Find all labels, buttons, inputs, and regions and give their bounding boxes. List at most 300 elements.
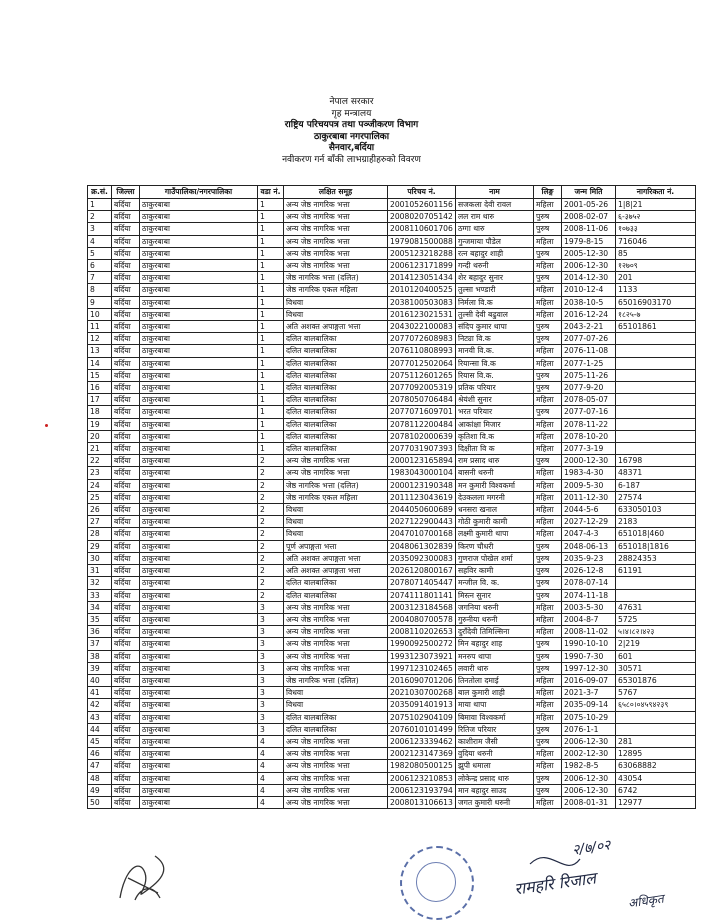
table-cell: बर्दिया (112, 284, 140, 296)
table-cell: 2035091401913 (388, 699, 456, 711)
table-cell: ठाकुरबाबा (140, 577, 258, 589)
table-cell: बर्दिया (112, 687, 140, 699)
table-row (88, 699, 696, 711)
table-cell: मिस्त्न सुनार (456, 589, 534, 601)
table-cell: 2076-1-1 (562, 723, 616, 735)
table-cell: प्रतिक परियार (456, 382, 534, 394)
table-cell: 3 (258, 723, 284, 735)
table-cell: 2077-1-25 (562, 357, 616, 369)
table-cell: अन्य जेष्ठ नागरिक भत्ता (284, 223, 388, 235)
table-cell: 2074-11-18 (562, 589, 616, 601)
table-cell: 4 (258, 796, 284, 808)
table-cell: 3 (258, 638, 284, 650)
table-cell: रत्न बहादुर शाही (456, 247, 534, 259)
table-cell: 2078050706484 (388, 394, 456, 406)
table-cell: विधवा (284, 528, 388, 540)
table-cell: 2048-06-13 (562, 540, 616, 552)
table-cell: जगत कुमारी थरुनी (456, 796, 534, 808)
table-cell: 1983-4-30 (562, 467, 616, 479)
table-row (88, 369, 696, 381)
table-cell: 2006123339462 (388, 735, 456, 747)
table-cell: बर्दिया (112, 504, 140, 516)
table-cell: बर्दिया (112, 491, 140, 503)
table-cell: 1 (258, 284, 284, 296)
table-cell: 1 (258, 443, 284, 455)
table-cell: 1 (258, 394, 284, 406)
table-cell: 2014123051434 (388, 272, 456, 284)
table-cell: विधवा (284, 504, 388, 516)
table-cell: झुपी धमाला (456, 760, 534, 772)
table-row (88, 479, 696, 491)
table-cell: रियान्सा वि.क (456, 357, 534, 369)
table-cell: बर्दिया (112, 455, 140, 467)
column-header: गाउँपालिका/नगरपालिका (140, 186, 258, 199)
table-cell: दलित बालबालिका (284, 723, 388, 735)
table-header-row (88, 186, 696, 199)
table-cell: बर्दिया (112, 296, 140, 308)
table-cell: जगनिया थरुनी (456, 601, 534, 613)
table-cell: 2074111801141 (388, 589, 456, 601)
table-cell: विधवा (284, 687, 388, 699)
table-cell: ठाकुरबाबा (140, 345, 258, 357)
table-cell: गुणराज पोखेल शर्मा (456, 552, 534, 564)
table-row (88, 235, 696, 247)
table-cell: 2035-9-23 (562, 552, 616, 564)
table-cell: दलित बालबालिका (284, 369, 388, 381)
table-cell: पुरुष (534, 662, 562, 674)
table-cell: तुल्सी देवी बढुवाल (456, 308, 534, 320)
table-cell: बर्दिया (112, 796, 140, 808)
table-cell: 281 (616, 735, 696, 747)
table-cell: महिला (534, 199, 562, 211)
table-row (88, 272, 696, 284)
header-department: राष्ट्रिय परिचयपत्र तथा पञ्जीकरण विभाग (284, 120, 419, 131)
table-cell: ठाकुरबाबा (140, 235, 258, 247)
table-row (88, 650, 696, 662)
table-cell: बर्दिया (112, 235, 140, 247)
table-cell: 2008-02-07 (562, 211, 616, 223)
table-cell: 1990-10-10 (562, 638, 616, 650)
table-cell: ठाकुरबाबा (140, 394, 258, 406)
header-municipality: ठाकुरबाबा नगरपालिका (313, 131, 390, 142)
table-cell (616, 369, 696, 381)
table-cell: बर्दिया (112, 650, 140, 662)
table-cell: ठाकुरबाबा (140, 565, 258, 577)
table-cell: 1 (88, 199, 112, 211)
table-cell: 2008020705142 (388, 211, 456, 223)
table-cell: 31 (88, 565, 112, 577)
table-cell: बर्दिया (112, 333, 140, 345)
table-cell: पूर्ण अपाङ्गता भत्ता (284, 540, 388, 552)
table-cell: महिला (534, 528, 562, 540)
table-cell: ठाकुरबाबा (140, 723, 258, 735)
table-cell: 2077012502064 (388, 357, 456, 369)
table-cell: ठाकुरबाबा (140, 333, 258, 345)
table-cell: 5767 (616, 687, 696, 699)
table-cell: बर्दिया (112, 577, 140, 589)
table-cell: पुरुष (534, 650, 562, 662)
table-cell: 2021030700268 (388, 687, 456, 699)
table-cell: 1 (258, 211, 284, 223)
table-cell: 3 (88, 223, 112, 235)
table-cell: 2 (258, 504, 284, 516)
table-row (88, 552, 696, 564)
table-cell: दलित बालबालिका (284, 418, 388, 430)
table-cell: 2006123210853 (388, 772, 456, 784)
table-cell: 24 (88, 479, 112, 491)
table-cell: 2076010101499 (388, 723, 456, 735)
column-header: नागरिकता नं. (616, 186, 696, 199)
table-cell: 47 (88, 760, 112, 772)
header-ministry: गृह मन्त्रालय (331, 108, 372, 119)
table-row (88, 626, 696, 638)
table-cell: 2004-8-7 (562, 613, 616, 625)
table-cell: वुदिया थरुनी (456, 748, 534, 760)
table-cell: 2026-12-8 (562, 565, 616, 577)
table-cell: ठाकुरबाबा (140, 260, 258, 272)
table-cell: 2000123165894 (388, 455, 456, 467)
table-cell: काशीराम जैसी (456, 735, 534, 747)
table-row (88, 491, 696, 503)
table-cell: बर्दिया (112, 601, 140, 613)
table-row (88, 516, 696, 528)
table-cell: 42 (88, 699, 112, 711)
table-cell: 6-187 (616, 479, 696, 491)
table-cell: महिला (534, 674, 562, 686)
table-cell: 2016-12-24 (562, 308, 616, 320)
table-cell: महिला (534, 626, 562, 638)
table-cell: 2183 (616, 516, 696, 528)
table-cell: 40 (88, 674, 112, 686)
table-cell: अन्य जेष्ठ नागरिक भत्ता (284, 784, 388, 796)
table-cell: 1990-7-30 (562, 650, 616, 662)
table-cell: 65016903170 (616, 296, 696, 308)
table-cell: 2004080700578 (388, 613, 456, 625)
table-cell: 2001052601156 (388, 199, 456, 211)
table-cell: 2078-05-07 (562, 394, 616, 406)
table-cell: 6742 (616, 784, 696, 796)
table-cell: बर्दिया (112, 430, 140, 442)
table-cell: 2000123190348 (388, 479, 456, 491)
table-cell: ठाकुरबाबा (140, 796, 258, 808)
table-row (88, 406, 696, 418)
table-cell: 14 (88, 357, 112, 369)
table-cell: 18 (88, 406, 112, 418)
table-cell: पुरुष (534, 333, 562, 345)
table-cell: ठाकुरबाबा (140, 613, 258, 625)
table-row (88, 467, 696, 479)
table-cell: ठाकुरबाबा (140, 443, 258, 455)
table-cell: 11 (88, 321, 112, 333)
table-cell: 12 (88, 333, 112, 345)
header-address: सैनवार,बर्दिया (328, 143, 375, 154)
table-cell: बर्दिया (112, 394, 140, 406)
table-cell: 43 (88, 711, 112, 723)
table-cell: 25 (88, 491, 112, 503)
table-cell: बर्दिया (112, 199, 140, 211)
right-signature-block (510, 834, 700, 910)
table-cell: 26 (88, 504, 112, 516)
table-cell: पुरुष (534, 540, 562, 552)
table-cell: 44 (88, 723, 112, 735)
column-header: क्र.सं. (88, 186, 112, 199)
table-cell: 63068882 (616, 760, 696, 772)
table-cell: कृतिशा वि.क (456, 430, 534, 442)
table-cell: 1979-8-15 (562, 235, 616, 247)
table-cell: अति अशक्त अपाङ्गता भत्ता (284, 552, 388, 564)
table-cell: 5725 (616, 613, 696, 625)
header-government: नेपाल सरकार (329, 97, 374, 107)
table-cell: बर्दिया (112, 479, 140, 491)
table-cell: 1 (258, 296, 284, 308)
table-row (88, 589, 696, 601)
table-cell: 33 (88, 589, 112, 601)
table-cell: पुरुष (534, 321, 562, 333)
table-cell: महिला (534, 504, 562, 516)
table-cell (616, 430, 696, 442)
table-row (88, 748, 696, 760)
table-cell: 2078-10-20 (562, 430, 616, 442)
table-cell (616, 711, 696, 723)
table-cell: 1 (258, 272, 284, 284)
table-cell: ठाकुरबाबा (140, 589, 258, 601)
table-cell: ठाकुरबाबा (140, 540, 258, 552)
table-cell (616, 723, 696, 735)
table-cell: आकांक्षा मिजार (456, 418, 534, 430)
table-cell: 2038-10-5 (562, 296, 616, 308)
table-cell: मनरुप थापा (456, 650, 534, 662)
table-cell: 2077-3-19 (562, 443, 616, 455)
table-cell: बिमावा विश्वकर्मा (456, 711, 534, 723)
table-cell: 1 (258, 382, 284, 394)
table-cell: 1979081500088 (388, 235, 456, 247)
table-cell: अन्य जेष्ठ नागरिक भत्ता (284, 796, 388, 808)
table-cell: महिला (534, 516, 562, 528)
table-cell: 633050103 (616, 504, 696, 516)
table-cell: मिन बहादुर शाह (456, 638, 534, 650)
table-cell: मानवी वि.क. (456, 345, 534, 357)
table-cell: दलित बालबालिका (284, 577, 388, 589)
table-cell: बर्दिया (112, 638, 140, 650)
table-cell: ५।४।८२।४२३ (616, 626, 696, 638)
table-row (88, 260, 696, 272)
table-cell: 45 (88, 735, 112, 747)
table-cell: 46 (88, 748, 112, 760)
table-row (88, 443, 696, 455)
table-cell: पुरुष (534, 211, 562, 223)
table-cell (616, 577, 696, 589)
table-cell: 28 (88, 528, 112, 540)
table-cell: 1 (258, 369, 284, 381)
table-cell: महिला (534, 357, 562, 369)
table-cell: 9 (88, 296, 112, 308)
table-cell: ठाकुरबाबा (140, 382, 258, 394)
table-cell: ठाकुरबाबा (140, 418, 258, 430)
table-cell: बर्दिया (112, 626, 140, 638)
table-cell: ठाकुरबाबा (140, 711, 258, 723)
table-cell: बर्दिया (112, 467, 140, 479)
table-cell: ६५८०।०४५९४२३९ (616, 699, 696, 711)
table-cell: 7 (88, 272, 112, 284)
table-cell: बर्दिया (112, 516, 140, 528)
table-cell: अति अशक्त अपाङ्गता भत्ता (284, 321, 388, 333)
table-cell: लवारी थारु (456, 662, 534, 674)
table-cell: पुरुष (534, 455, 562, 467)
table-cell: जेष्ठ नागरिक भत्ता (दलित) (284, 272, 388, 284)
table-cell: मान बहादुर साउद (456, 784, 534, 796)
table-cell: ठाकुरबाबा (140, 674, 258, 686)
table-cell: पुरुष (534, 247, 562, 259)
column-header: लक्षित समूह (284, 186, 388, 199)
table-row (88, 601, 696, 613)
table-cell: 2008110601706 (388, 223, 456, 235)
table-cell: 2008013106613 (388, 796, 456, 808)
table-cell: 2035092300083 (388, 552, 456, 564)
table-cell: बर्दिया (112, 784, 140, 796)
table-cell: 2044-5-6 (562, 504, 616, 516)
table-cell: बर्दिया (112, 357, 140, 369)
table-row (88, 735, 696, 747)
table-cell: 22 (88, 455, 112, 467)
table-cell: 2027-12-29 (562, 516, 616, 528)
table-cell: अन्य जेष्ठ नागरिक भत्ता (284, 760, 388, 772)
table-cell: 2075-10-29 (562, 711, 616, 723)
table-cell: ठाकुरबाबा (140, 687, 258, 699)
table-row (88, 528, 696, 540)
table-cell: ठाकुरबाबा (140, 479, 258, 491)
table-cell: बर्दिया (112, 748, 140, 760)
table-cell: दलित बालबालिका (284, 443, 388, 455)
table-cell: जेष्ठ नागरिक भत्ता (दलित) (284, 674, 388, 686)
table-cell: 2047010700168 (388, 528, 456, 540)
table-cell: 1982-8-5 (562, 760, 616, 772)
table-cell: बर्दिया (112, 760, 140, 772)
table-cell: 2008110202653 (388, 626, 456, 638)
table-cell: १२७०९ (616, 260, 696, 272)
signature-name: रामहरि रिजाल (513, 868, 598, 899)
table-cell: महिला (534, 699, 562, 711)
signature-date: २/७/०२ (571, 837, 612, 859)
table-cell: बर्दिया (112, 345, 140, 357)
table-cell: ठाकुरबाबा (140, 735, 258, 747)
table-cell: पुरुष (534, 369, 562, 381)
table-row (88, 674, 696, 686)
table-cell: 2077072608983 (388, 333, 456, 345)
table-cell: देउकलला मगरनी (456, 491, 534, 503)
table-cell: बर्दिया (112, 711, 140, 723)
table-cell: बर्दिया (112, 699, 140, 711)
table-cell: 2 (258, 479, 284, 491)
table-row (88, 796, 696, 808)
table-cell: बर्दिया (112, 540, 140, 552)
table-cell: ठाकुरबाबा (140, 223, 258, 235)
table-cell: 2075102904109 (388, 711, 456, 723)
table-row (88, 394, 696, 406)
table-row (88, 613, 696, 625)
table-cell: 29 (88, 540, 112, 552)
table-cell: 2001-05-26 (562, 199, 616, 211)
table-cell: बाल कुमारी शाही (456, 687, 534, 699)
table-cell: अन्य जेष्ठ नागरिक भत्ता (284, 638, 388, 650)
table-cell: 2006-12-30 (562, 784, 616, 796)
table-cell: ठाकुरबाबा (140, 491, 258, 503)
table-row (88, 308, 696, 320)
table-cell: 2043022100083 (388, 321, 456, 333)
table-cell: दिक्षीता वि क (456, 443, 534, 455)
table-cell: 38 (88, 650, 112, 662)
table-cell: 3 (258, 626, 284, 638)
table-cell: 2038100503083 (388, 296, 456, 308)
table-cell: महिला (534, 394, 562, 406)
table-cell: 2 (88, 211, 112, 223)
table-cell: महिला (534, 467, 562, 479)
office-stamp (400, 846, 474, 920)
table-cell: तुल्सा भण्डारी (456, 284, 534, 296)
table-cell: 34 (88, 601, 112, 613)
table-cell: 2077071609701 (388, 406, 456, 418)
table-cell: 2010-12-4 (562, 284, 616, 296)
table-cell: 19 (88, 418, 112, 430)
table-cell: 2 (258, 528, 284, 540)
table-cell: 2 (258, 467, 284, 479)
table-cell: महिला (534, 443, 562, 455)
table-cell: 5 (88, 247, 112, 259)
table-cell: 1997123102465 (388, 662, 456, 674)
table-cell: 716046 (616, 235, 696, 247)
table-cell: 2 (258, 516, 284, 528)
table-cell: 2008-01-31 (562, 796, 616, 808)
table-cell: 65101861 (616, 321, 696, 333)
table-cell: ठाकुरबाबा (140, 284, 258, 296)
table-cell: 3 (258, 601, 284, 613)
table-cell: 1 (258, 333, 284, 345)
table-cell: बर्दिया (112, 589, 140, 601)
table-cell: 2047-4-3 (562, 528, 616, 540)
table-cell: 1993123073921 (388, 650, 456, 662)
table-cell: 2 (258, 589, 284, 601)
table-cell: शेर बहादुर सुनार (456, 272, 534, 284)
table-cell: 8 (88, 284, 112, 296)
table-cell: लल राम थारु (456, 211, 534, 223)
table-cell: 3 (258, 674, 284, 686)
table-cell: अन्य जेष्ठ नागरिक भत्ता (284, 601, 388, 613)
table-cell: महिला (534, 613, 562, 625)
table-cell (616, 394, 696, 406)
table-cell: ठाकुरबाबा (140, 638, 258, 650)
table-cell: महिला (534, 260, 562, 272)
table-cell: 13 (88, 345, 112, 357)
table-cell: ६-३७५२ (616, 211, 696, 223)
table-cell (616, 345, 696, 357)
table-row (88, 455, 696, 467)
table-cell: ठाकुरबाबा (140, 430, 258, 442)
table-cell: ठाकुरबाबा (140, 626, 258, 638)
table-cell: जेष्ठ नागरिक एकल महिला (284, 284, 388, 296)
table-cell: महिला (534, 308, 562, 320)
table-cell: मन्जील वि. क. (456, 577, 534, 589)
table-cell: ठाकुरबाबा (140, 650, 258, 662)
table-cell: 651018|1816 (616, 540, 696, 552)
table-cell: ठाकुरबाबा (140, 552, 258, 564)
table-cell: ठाकुरबाबा (140, 272, 258, 284)
table-cell: 50 (88, 796, 112, 808)
table-cell: अन्य जेष्ठ नागरिक भत्ता (284, 735, 388, 747)
table-cell: 2077092005319 (388, 382, 456, 394)
table-cell: महिला (534, 296, 562, 308)
table-cell: पुरुष (534, 589, 562, 601)
table-cell: ठाकुरबाबा (140, 357, 258, 369)
table-cell: पुरुष (534, 223, 562, 235)
